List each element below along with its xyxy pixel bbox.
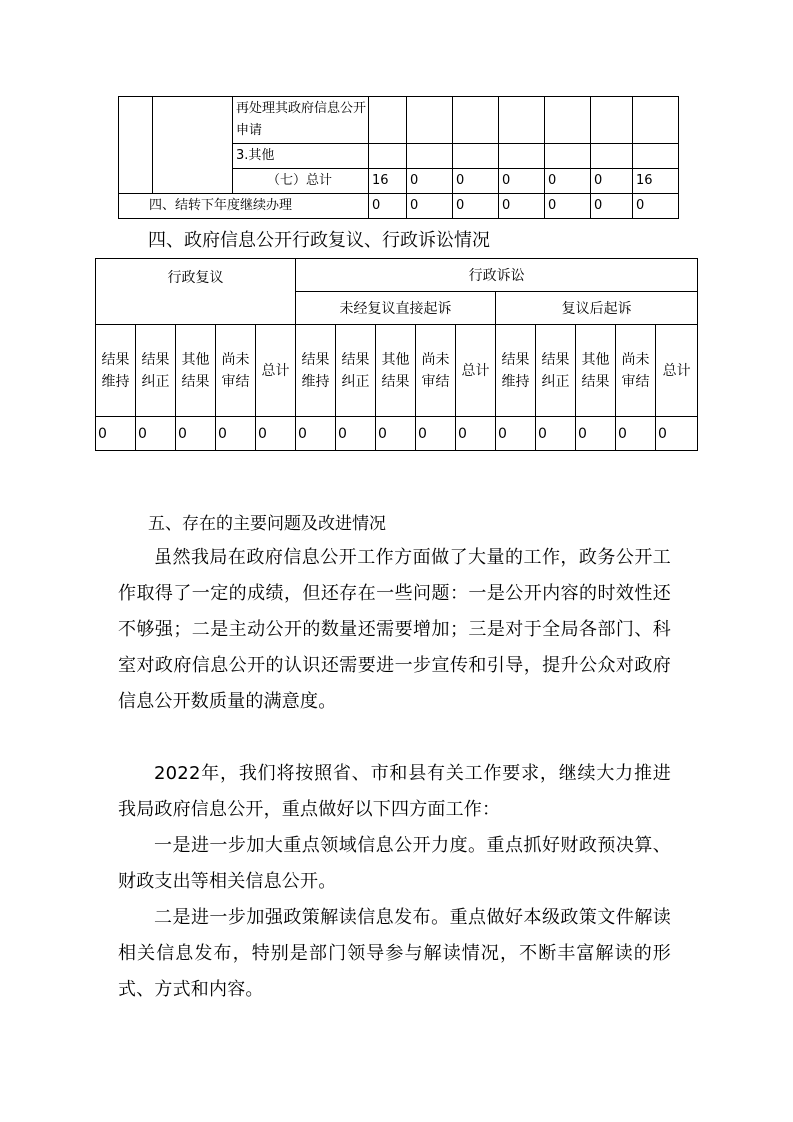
value-cell: 0 <box>96 417 136 451</box>
column-label: 总计 <box>256 325 296 417</box>
table-cell <box>153 97 233 194</box>
column-label: 结果纠正 <box>536 325 576 417</box>
column-label: 结果纠正 <box>336 325 376 417</box>
table-cell <box>453 144 499 169</box>
carry-value: 0 <box>499 194 545 219</box>
total-value: 0 <box>591 169 633 194</box>
section-4-title: 四、政府信息公开行政复议、行政诉讼情况 <box>148 230 490 251</box>
value-cell: 0 <box>616 417 656 451</box>
table-cell <box>591 97 633 144</box>
value-cell: 0 <box>296 417 336 451</box>
value-cell: 0 <box>456 417 496 451</box>
value-cell: 0 <box>656 417 698 451</box>
value-cell: 0 <box>216 417 256 451</box>
column-label: 结果维持 <box>496 325 536 417</box>
column-label: 尚未审结 <box>216 325 256 417</box>
table-cell <box>499 97 545 144</box>
table-cell <box>545 97 591 144</box>
value-cell: 0 <box>136 417 176 451</box>
column-label: 结果维持 <box>96 325 136 417</box>
table-cell <box>499 144 545 169</box>
value-cell: 0 <box>376 417 416 451</box>
column-label: 结果纠正 <box>136 325 176 417</box>
total-value: 0 <box>453 169 499 194</box>
value-cell: 0 <box>536 417 576 451</box>
column-label: 其他结果 <box>376 325 416 417</box>
table-cell <box>453 97 499 144</box>
value-cell: 0 <box>176 417 216 451</box>
table-cell <box>119 97 153 194</box>
total-value: 16 <box>369 169 407 194</box>
admin-review-header: 行政复议 <box>96 259 296 325</box>
column-label: 尚未审结 <box>616 325 656 417</box>
carry-value: 0 <box>545 194 591 219</box>
review-litigation-table <box>95 258 698 451</box>
value-cell: 0 <box>256 417 296 451</box>
direct-litigation-header: 未经复议直接起诉 <box>296 292 496 325</box>
total-value: 0 <box>407 169 453 194</box>
column-label: 其他结果 <box>576 325 616 417</box>
column-label: 其他结果 <box>176 325 216 417</box>
paragraph: 二是进一步加强政策解读信息发布。重点做好本级政策文件解读相关信息发布，特别是部门领导参与解读情况，不断丰富解读的形式、方式和内容。 <box>118 907 671 1000</box>
paragraph: 一是进一步加大重点领域信息公开力度。重点抓好财政预决算、财政支出等相关信息公开。 <box>118 835 671 892</box>
column-label: 总计 <box>456 325 496 417</box>
carry-value: 0 <box>453 194 499 219</box>
paragraph: 2022年，我们将按照省、市和县有关工作要求，继续大力推进我局政府信息公开，重点做好以下四方面工作： <box>118 763 671 820</box>
total-value: 0 <box>499 169 545 194</box>
admin-litigation-header: 行政诉讼 <box>296 259 698 292</box>
column-label: 尚未审结 <box>416 325 456 417</box>
table-cell <box>633 97 679 144</box>
table-cell <box>591 144 633 169</box>
table-cell <box>369 144 407 169</box>
value-cell: 0 <box>496 417 536 451</box>
table-cell <box>407 144 453 169</box>
paragraph: 虽然我局在政府信息公开工作方面做了大量的工作，政务公开工作取得了一定的成绩，但还存在一些问题：一是公开内容的时效性还不够强；二是主动公开的数量还需要增加；三是对于全局各部门、科室对政府信息公开的认识还需要进一步宣传和引导，提升公众对政府信息公开数质量的满意度。 <box>118 547 671 712</box>
carry-value: 0 <box>633 194 679 219</box>
table-cell <box>633 144 679 169</box>
column-label: 结果维持 <box>296 325 336 417</box>
after-review-header: 复议后起诉 <box>496 292 698 325</box>
row-label-continued: 再处理其政府信息公开申请 <box>233 97 369 144</box>
carry-value: 0 <box>369 194 407 219</box>
table-cell <box>369 97 407 144</box>
total-label: （七）总计 <box>233 169 369 194</box>
column-label: 总计 <box>656 325 698 417</box>
row-label-other: 3.其他 <box>233 144 369 169</box>
value-cell: 0 <box>416 417 456 451</box>
table-cell <box>407 97 453 144</box>
value-cell: 0 <box>336 417 376 451</box>
carry-value: 0 <box>591 194 633 219</box>
application-handling-table <box>118 96 679 219</box>
total-value: 0 <box>545 169 591 194</box>
carry-value: 0 <box>407 194 453 219</box>
total-value: 16 <box>633 169 679 194</box>
value-cell: 0 <box>576 417 616 451</box>
section-5-title: 五、存在的主要问题及改进情况 <box>148 514 386 534</box>
carry-over-label: 四、结转下年度继续办理 <box>119 194 369 219</box>
table-cell <box>545 144 591 169</box>
